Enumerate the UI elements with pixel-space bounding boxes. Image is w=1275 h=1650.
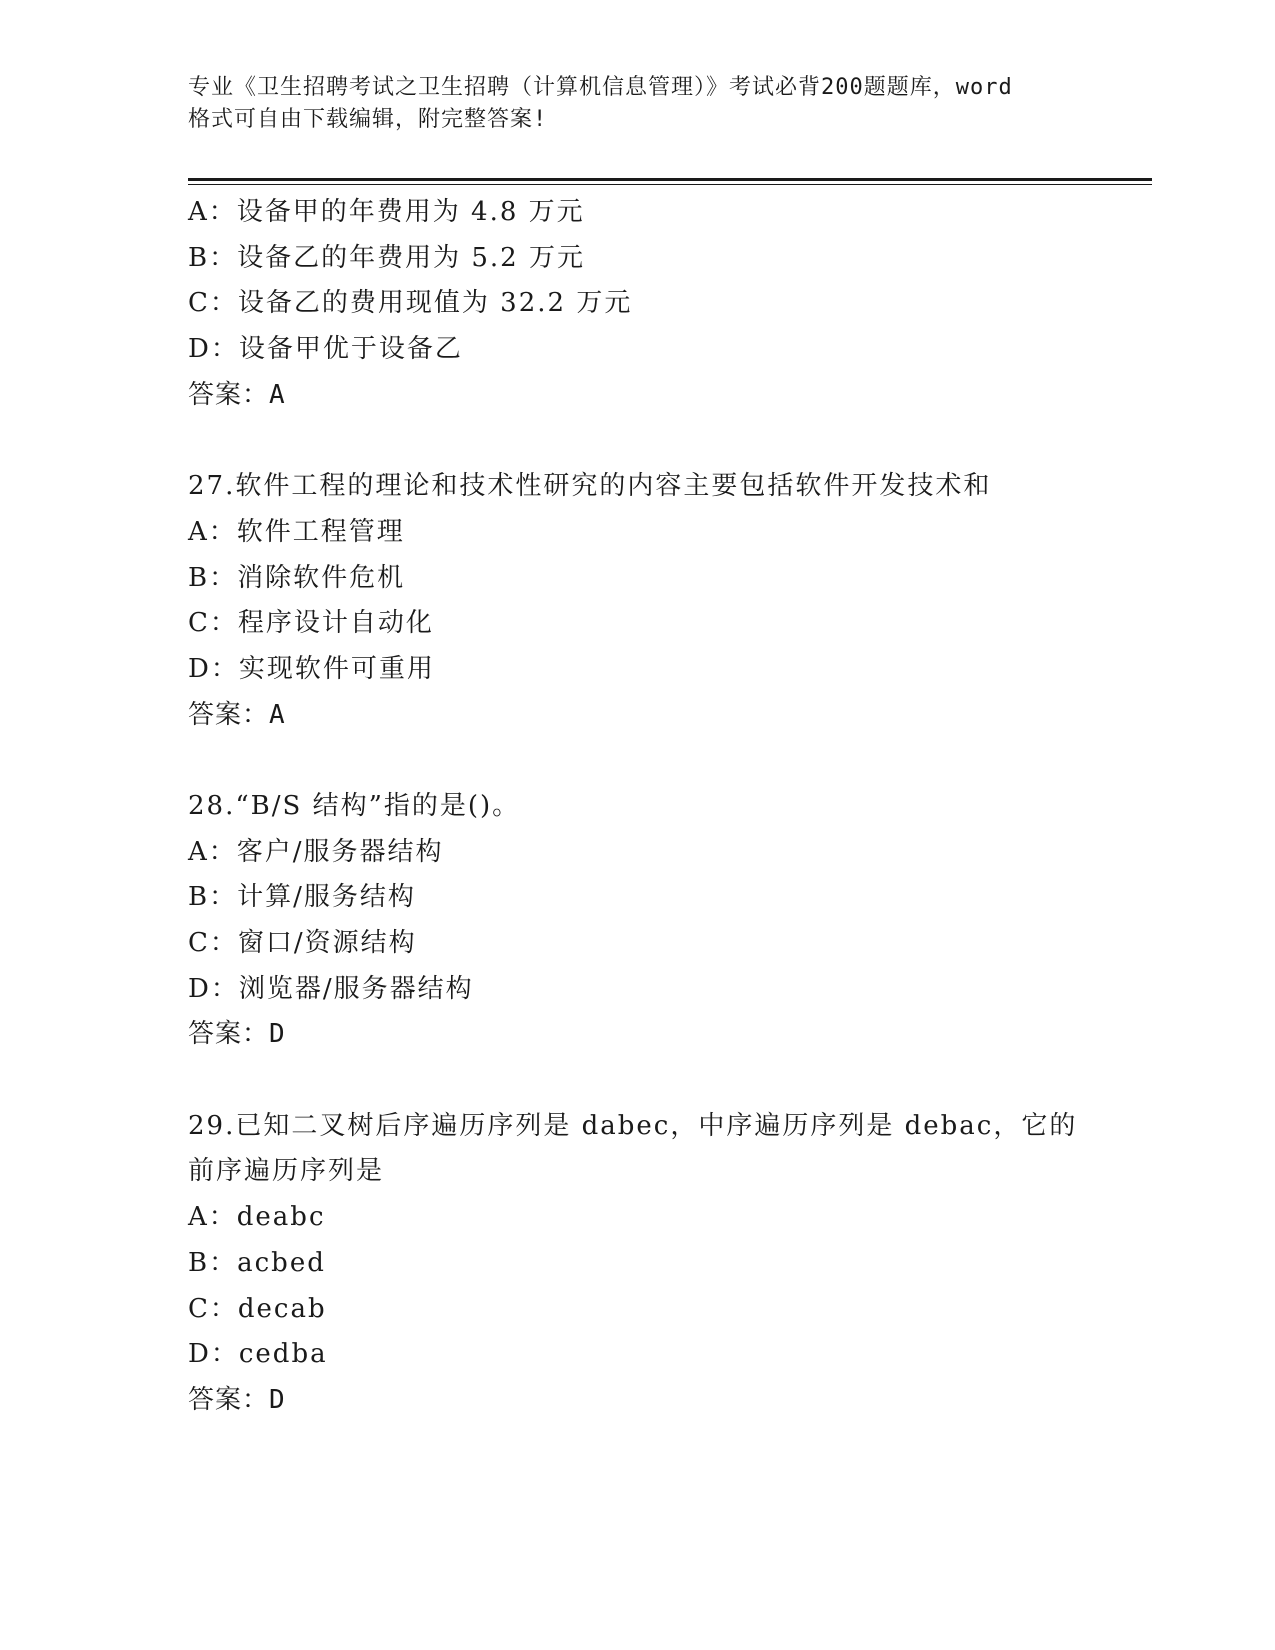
option-b: B：消除软件危机 — [188, 562, 406, 593]
question-stem-line-1: 29.已知二叉树后序遍历序列是 dabec，中序遍历序列是 debac，它的 — [188, 1110, 1078, 1141]
question-stem-line-2: 前序遍历序列是 — [188, 1156, 385, 1187]
answer-text: 答案：D — [188, 1384, 286, 1415]
option-c: C：窗口/资源结构 — [188, 928, 417, 958]
option-b: B：计算/服务结构 — [188, 882, 416, 913]
question-28 — [188, 784, 1088, 1058]
option-d: D：cedba — [188, 1339, 328, 1370]
answer-text: 答案：A — [188, 379, 286, 410]
question-27 — [188, 464, 1088, 738]
spacer — [188, 1058, 1088, 1104]
question-29 — [188, 1104, 1088, 1424]
spacer — [188, 738, 1088, 784]
answer-text: 答案：A — [188, 699, 286, 730]
question-stem: 27.软件工程的理论和技术性研究的内容主要包括软件开发技术和 — [188, 471, 992, 502]
spacer — [188, 418, 1088, 464]
header-line-1: 专业《卫生招聘考试之卫生招聘（计算机信息管理）》考试必背200题题库，word — [188, 75, 1013, 100]
option-a: A：软件工程管理 — [188, 516, 405, 547]
option-a: A：设备甲的年费用为 4.8 万元 — [188, 197, 585, 227]
question-list — [188, 190, 1088, 1424]
header-divider-thick — [188, 178, 1152, 181]
option-d: D：设备甲优于设备乙 — [188, 334, 463, 365]
header-divider-thin — [188, 184, 1152, 185]
header-line-2: 格式可自由下载编辑，附完整答案! — [188, 107, 548, 132]
option-c: C：设备乙的费用现值为 32.2 万元 — [188, 288, 633, 319]
question-26 — [188, 190, 1088, 418]
option-d: D：浏览器/服务器结构 — [188, 973, 474, 1004]
option-c: C：程序设计自动化 — [188, 608, 434, 639]
answer-text: 答案：D — [188, 1019, 286, 1050]
option-a: A：deabc — [188, 1202, 326, 1233]
option-d: D：实现软件可重用 — [188, 653, 435, 684]
option-a: A：客户/服务器结构 — [188, 836, 444, 867]
question-stem: 28.“B/S 结构”指的是()。 — [188, 790, 521, 821]
document-header — [188, 72, 1088, 136]
option-b: B：设备乙的年费用为 5.2 万元 — [188, 242, 585, 273]
option-c: C：decab — [188, 1293, 327, 1324]
option-b: B：acbed — [188, 1247, 326, 1278]
